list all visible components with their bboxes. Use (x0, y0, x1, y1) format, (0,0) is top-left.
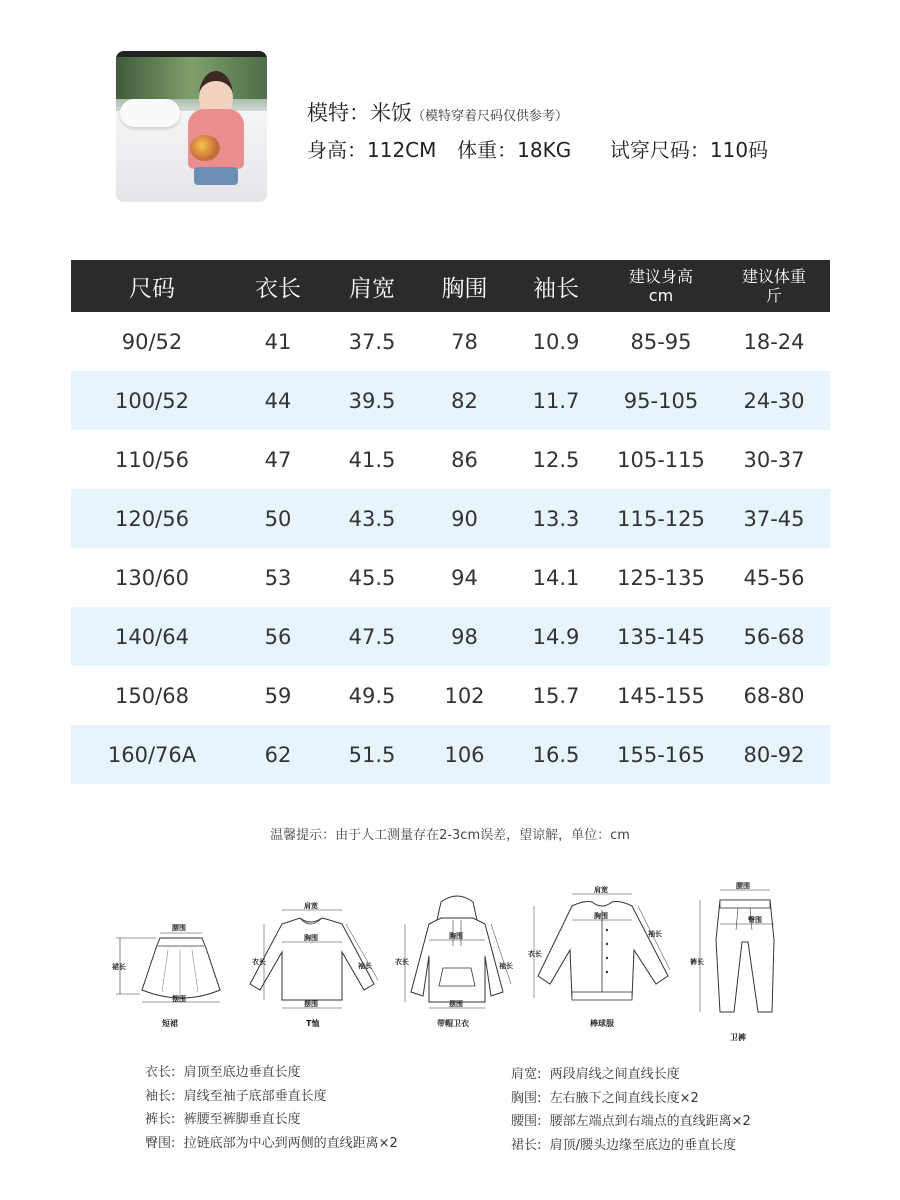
tshirt-hem-label: 摆围 (304, 1000, 318, 1008)
definitions-right (511, 1063, 751, 1157)
cell-height: 95-105 (604, 371, 718, 430)
cell-length: 62 (233, 725, 323, 784)
cell-chest: 94 (451, 565, 478, 590)
photo-pillow (120, 99, 180, 127)
cell-size: 100/52 (71, 371, 233, 430)
model-name: 模特：米饭 (307, 101, 412, 125)
tshirt-length-label: 衣长 (252, 958, 266, 966)
model-name-line (307, 97, 568, 127)
cell-size: 140/64 (71, 607, 233, 666)
model-photo (116, 51, 267, 202)
hoodie-chest-label: 胸围 (449, 932, 463, 940)
definition-row (145, 1108, 398, 1132)
definition-row (145, 1132, 398, 1156)
size-row (71, 666, 830, 725)
skirt-hem-label: 摆围 (172, 995, 186, 1003)
size-row (71, 430, 830, 489)
cell-weight: 24-30 (718, 371, 830, 430)
definition-desc: 左右腋下之间直线长度×2 (549, 1090, 699, 1106)
definition-row (145, 1085, 398, 1109)
baseball-chest-label: 胸围 (594, 912, 608, 920)
cell-size: 110/56 (115, 447, 189, 472)
cell-sleeve: 11.7 (508, 371, 604, 430)
cell-shoulder: 47.5 (323, 607, 421, 666)
cell-height: 145-155 (617, 683, 705, 708)
definition-desc: 两段肩线之间直线长度 (549, 1067, 680, 1082)
definition-desc: 拉链底部为中心到两侧的直线距离×2 (183, 1135, 398, 1151)
cell-length: 41 (264, 329, 292, 354)
cell-length: 56 (233, 607, 323, 666)
photo-flowers (190, 135, 220, 161)
pants-caption: 卫裤 (730, 1033, 746, 1042)
measurement-diagrams (110, 880, 790, 1050)
size-row (71, 725, 830, 784)
hoodie-sleeve-label: 袖长 (499, 962, 513, 970)
model-stats-line (307, 134, 768, 163)
header-size: 尺码 (71, 260, 233, 312)
definition-desc: 肩顶/腰头边缘至底边的垂直长度 (549, 1137, 737, 1153)
cell-size: 90/52 (121, 329, 183, 354)
cell-chest: 78 (451, 329, 478, 354)
header-height (604, 260, 718, 312)
tshirt-drawing (242, 880, 387, 1030)
cell-size: 120/56 (71, 489, 233, 548)
cell-chest: 90 (421, 489, 508, 548)
cell-height: 85-95 (630, 329, 692, 354)
cell-length: 50 (233, 489, 323, 548)
cell-shoulder: 43.5 (323, 489, 421, 548)
pants-hip-label: 臀围 (748, 916, 762, 924)
measurement-tip: 温馨提示：由于人工测量存在2-3cm误差，望谅解，单位：cm (270, 828, 630, 843)
cell-weight: 37-45 (718, 489, 830, 548)
definition-term: 裤长: (145, 1112, 176, 1127)
cell-weight: 80-92 (718, 725, 830, 784)
header-weight-label: 建议体重 (741, 267, 806, 286)
hoodie-length-label: 衣长 (395, 958, 409, 966)
definition-term: 臀围: (145, 1135, 176, 1151)
hoodie-hem-label: 摆围 (449, 1000, 463, 1008)
cell-size: 150/68 (115, 683, 189, 708)
definition-row (511, 1134, 751, 1158)
model-try-size: 试穿尺码：110码 (609, 138, 769, 162)
skirt-length-label: 裙长 (112, 963, 126, 971)
model-weight: 体重：18KG (457, 138, 572, 162)
definition-row (511, 1087, 751, 1111)
photo-window-frame (116, 51, 267, 57)
cell-shoulder: 41.5 (348, 447, 396, 472)
baseball-shoulder-label: 肩宽 (594, 886, 608, 894)
cell-sleeve: 10.9 (532, 329, 580, 354)
pants-diagram (688, 880, 788, 1050)
skirt-waist-label: 腰围 (172, 924, 186, 932)
cell-chest: 86 (451, 447, 478, 472)
cell-weight: 18-24 (743, 329, 805, 354)
baseball-length-label: 衣长 (528, 950, 542, 958)
cell-length: 53 (264, 565, 292, 590)
hoodie-caption: 带帽卫衣 (437, 1019, 469, 1028)
definition-desc: 腰部左端点到右端点的直线距离×2 (549, 1114, 751, 1129)
cell-weight: 45-56 (743, 565, 805, 590)
cell-chest: 98 (421, 607, 508, 666)
cell-length: 47 (264, 447, 292, 472)
cell-weight: 30-37 (743, 447, 805, 472)
cell-weight: 56-68 (718, 607, 830, 666)
model-height: 身高：112CM (307, 138, 437, 162)
definition-term: 腰围: (511, 1114, 542, 1129)
size-row (71, 489, 830, 548)
photo-window-bg (116, 51, 267, 99)
cell-length: 59 (264, 683, 292, 708)
cell-chest: 102 (444, 683, 485, 708)
definitions-left (145, 1061, 398, 1155)
definition-term: 肩宽: (511, 1067, 542, 1082)
hoodie-diagram (395, 880, 520, 1045)
header-height-label: 建议身高 (628, 267, 693, 286)
cell-height: 135-145 (604, 607, 718, 666)
cell-chest: 82 (421, 371, 508, 430)
definition-term: 衣长: (145, 1065, 176, 1080)
definition-row (145, 1061, 398, 1085)
cell-size: 160/76A (71, 725, 233, 784)
definition-desc: 裤腰至裤脚垂直长度 (183, 1112, 301, 1127)
definition-desc: 肩线至袖子底部垂直长度 (183, 1088, 327, 1104)
cell-sleeve: 13.3 (508, 489, 604, 548)
pants-drawing (688, 880, 788, 1030)
definition-row (511, 1110, 751, 1134)
cell-shoulder: 39.5 (323, 371, 421, 430)
size-row (71, 312, 830, 371)
pants-waist-label: 腰围 (736, 882, 750, 890)
cell-weight: 68-80 (743, 683, 805, 708)
header-chest: 胸围 (421, 260, 508, 312)
baseball-drawing (528, 880, 678, 1030)
header-sleeve: 袖长 (508, 260, 604, 312)
baseball-caption: 棒球服 (590, 1019, 614, 1028)
cell-shoulder: 37.5 (348, 329, 396, 354)
cell-sleeve: 12.5 (532, 447, 580, 472)
size-row (71, 607, 830, 666)
size-table-header (71, 260, 830, 312)
cell-shoulder: 51.5 (323, 725, 421, 784)
cell-shoulder: 45.5 (348, 565, 396, 590)
hoodie-drawing (395, 880, 520, 1030)
cell-sleeve: 14.9 (508, 607, 604, 666)
definition-term: 胸围: (511, 1090, 542, 1106)
cell-height: 155-165 (604, 725, 718, 784)
tshirt-chest-label: 胸围 (304, 934, 318, 942)
cell-height: 125-135 (617, 565, 705, 590)
tshirt-caption: T恤 (306, 1019, 320, 1028)
baseball-diagram (528, 880, 678, 1045)
cell-size: 130/60 (115, 565, 189, 590)
cell-shoulder: 49.5 (348, 683, 396, 708)
tshirt-sleeve-label: 袖长 (358, 962, 372, 970)
header-weight-unit: 斤 (765, 286, 782, 305)
tshirt-shoulder-label: 肩宽 (304, 902, 318, 910)
header-weight (718, 260, 830, 312)
definition-term: 裙长: (511, 1137, 542, 1153)
definition-term: 袖长: (145, 1088, 176, 1104)
definition-row (511, 1063, 751, 1087)
header-length: 衣长 (233, 260, 323, 312)
size-row (71, 548, 830, 607)
cell-sleeve: 15.7 (532, 683, 580, 708)
tshirt-diagram (242, 880, 387, 1045)
skirt-drawing (110, 880, 230, 1030)
skirt-caption: 短裙 (162, 1019, 178, 1028)
cell-sleeve: 16.5 (508, 725, 604, 784)
header-height-unit: cm (648, 286, 674, 305)
cell-height: 105-115 (617, 447, 705, 472)
cell-chest: 106 (421, 725, 508, 784)
cell-sleeve: 14.1 (532, 565, 580, 590)
size-row (71, 371, 830, 430)
pants-length-label: 裤长 (690, 958, 704, 966)
header-shoulder: 肩宽 (323, 260, 421, 312)
definition-desc: 肩顶至底边垂直长度 (183, 1065, 301, 1080)
skirt-diagram (110, 880, 230, 1045)
photo-girl-shorts (194, 167, 238, 185)
model-note: （模特穿着尺码仅供参考） (412, 109, 569, 124)
size-table (71, 260, 830, 784)
cell-height: 115-125 (604, 489, 718, 548)
cell-length: 44 (233, 371, 323, 430)
baseball-sleeve-label: 袖长 (648, 930, 662, 938)
